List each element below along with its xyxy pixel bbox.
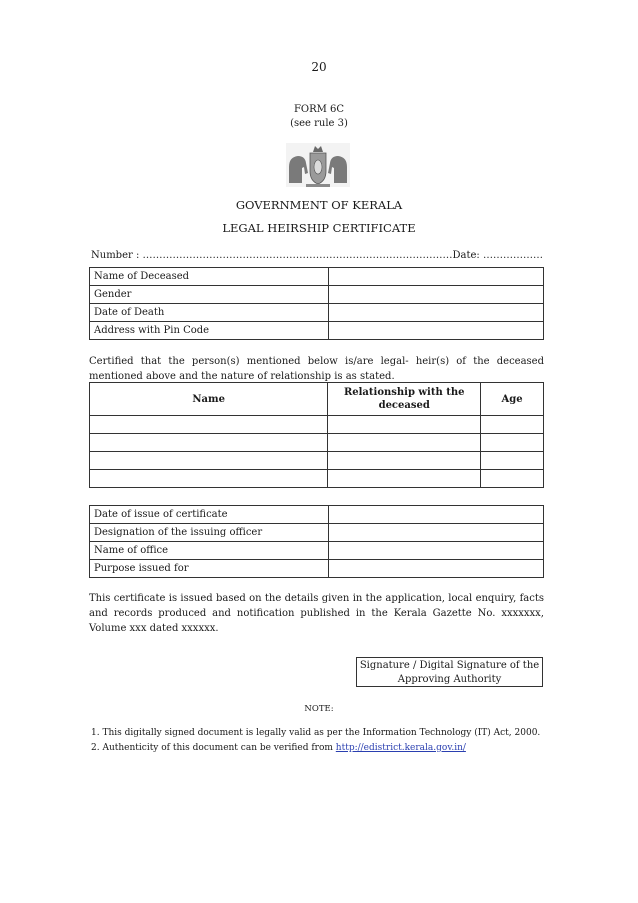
heir-age <box>481 416 544 434</box>
heir-name <box>90 470 328 488</box>
row-label: Name of office <box>90 542 329 560</box>
header-name: Name <box>90 383 328 416</box>
heir-name <box>90 434 328 452</box>
heir-relationship <box>328 416 481 434</box>
table-row <box>90 452 544 470</box>
issuance-statement: This certificate is issued based on the details given in the application, local enquiry, facts and records produced and notification published in the Kerala Gazette No. xxxxxxx, Volume xxx dated xxxxxx. <box>89 593 544 634</box>
deceased-details-table <box>89 267 544 340</box>
heir-name <box>90 416 328 434</box>
row-value <box>328 542 543 560</box>
number-label: Number : <box>91 250 140 261</box>
row-value <box>328 268 543 286</box>
form-title: FORM 6C <box>293 104 345 115</box>
signature-line-2: Approving Authority <box>397 674 502 685</box>
table-row <box>90 322 544 340</box>
table-row <box>90 434 544 452</box>
issue-details-table <box>89 505 544 578</box>
government-heading: GOVERNMENT OF KERALA <box>235 198 403 212</box>
date-field: ……………… <box>483 250 543 261</box>
heir-name <box>90 452 328 470</box>
row-value <box>328 560 543 578</box>
row-label: Address with Pin Code <box>90 322 329 340</box>
signature-line-1: Signature / Digital Signature of the <box>359 660 540 671</box>
heir-relationship <box>328 452 481 470</box>
note-item-1: 1. This digitally signed document is legally valid as per the Information Technology (IT) Act, 2000. <box>91 728 541 738</box>
heir-age <box>481 452 544 470</box>
note-label: NOTE: <box>304 704 334 714</box>
table-row <box>90 304 544 322</box>
table-row <box>90 268 544 286</box>
row-label: Designation of the issuing officer <box>90 524 329 542</box>
table-header-row <box>90 383 544 416</box>
number-field: ………………………………………………………………………………… <box>142 250 453 261</box>
row-value <box>328 322 543 340</box>
note-item-2 <box>91 741 540 756</box>
signature-box <box>356 657 543 687</box>
header-relationship: Relationship with the deceased <box>328 383 481 416</box>
row-label: Date of issue of certificate <box>90 506 329 524</box>
form-heading <box>0 103 638 131</box>
table-row <box>90 524 544 542</box>
table-row <box>90 560 544 578</box>
table-row <box>90 286 544 304</box>
kerala-state-emblem-icon <box>286 143 350 187</box>
page-number: 20 <box>311 60 327 74</box>
row-value <box>328 286 543 304</box>
table-row <box>90 542 544 560</box>
row-label: Purpose issued for <box>90 560 329 578</box>
heir-relationship <box>328 434 481 452</box>
row-label: Name of Deceased <box>90 268 329 286</box>
table-row <box>90 416 544 434</box>
heir-age <box>481 434 544 452</box>
certificate-title: LEGAL HEIRSHIP CERTIFICATE <box>222 221 416 235</box>
row-value <box>328 524 543 542</box>
form-subtitle: (see rule 3) <box>290 118 348 129</box>
row-value <box>328 506 543 524</box>
table-row <box>90 506 544 524</box>
number-date-line <box>91 250 543 261</box>
edistrict-link[interactable]: http://edistrict.kerala.gov.in/ <box>335 743 466 753</box>
header-age: Age <box>481 383 544 416</box>
heir-relationship <box>328 470 481 488</box>
heir-age <box>481 470 544 488</box>
row-label: Gender <box>90 286 329 304</box>
certified-statement: Certified that the person(s) mentioned below is/are legal- heir(s) of the deceased mentioned above and the nature of relationship is as stated. <box>89 356 544 382</box>
note-item-2-text: 2. Authenticity of this document can be verified from <box>91 743 336 753</box>
row-value <box>328 304 543 322</box>
date-label: Date: <box>452 250 480 261</box>
row-label: Date of Death <box>90 304 329 322</box>
table-row <box>90 470 544 488</box>
notes-list <box>91 726 540 756</box>
legal-heirs-table <box>89 382 544 488</box>
